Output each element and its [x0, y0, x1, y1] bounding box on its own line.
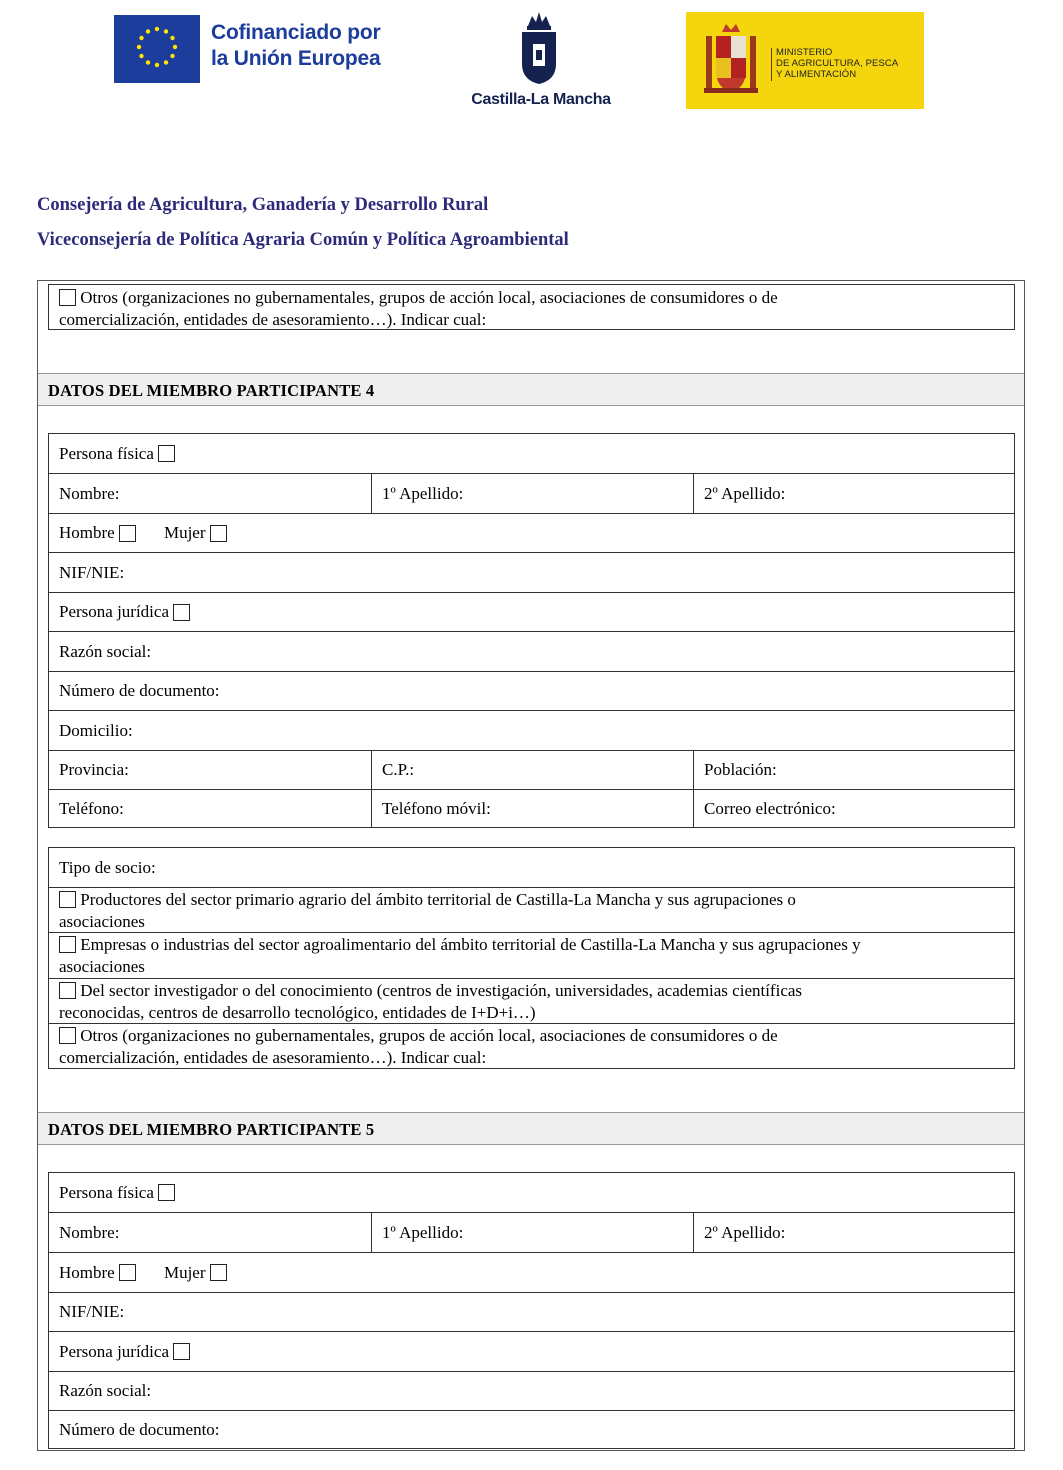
- m4-domicilio-field[interactable]: Domicilio:: [59, 720, 133, 740]
- m4-otros-checkbox[interactable]: [59, 1027, 76, 1044]
- m5-persona-juridica-checkbox[interactable]: [173, 1343, 190, 1360]
- m4-tipo-socio-label: Tipo de socio:: [59, 857, 156, 877]
- m4-apellido1-field[interactable]: 1º Apellido:: [371, 474, 693, 513]
- dept-line2: Viceconsejería de Política Agraria Común y Política Agroambiental: [37, 230, 569, 250]
- m4-hombre-checkbox[interactable]: [119, 525, 136, 542]
- m5-row-nif: [49, 1292, 1014, 1331]
- m5-row-numero-documento: [49, 1410, 1014, 1449]
- eu-stars-icon: [114, 15, 200, 83]
- m4-provincia-field[interactable]: Provincia:: [59, 760, 129, 779]
- m4-razon-social-field[interactable]: Razón social:: [59, 641, 152, 661]
- clm-crown-shield-icon: [518, 10, 560, 86]
- member4-title: DATOS DEL MIEMBRO PARTICIPANTE 4: [48, 381, 375, 400]
- top-otros-box: [48, 284, 1015, 330]
- m5-row-razon-social: [49, 1371, 1014, 1410]
- spain-coat-of-arms-icon: [702, 22, 760, 100]
- m5-nombre-field[interactable]: Nombre:: [59, 1222, 120, 1242]
- m4-row-gender: Hombre Mujer: [49, 513, 1014, 552]
- m4-persona-fisica-checkbox[interactable]: [158, 445, 175, 462]
- m5-row-persona-juridica: Persona jurídica: [49, 1331, 1014, 1371]
- m4-option-otros: Otros (organizaciones no gubernamentales, grupos de acción local, asociaciones de consumidores o de comercialización, entidades de asesoramiento…). Indicar cual:: [49, 1023, 1014, 1069]
- m4-correo-field[interactable]: Correo electrónico:: [693, 790, 1014, 828]
- m4-row-persona-fisica: Persona física: [49, 434, 1014, 473]
- member5-title: DATOS DEL MIEMBRO PARTICIPANTE 5: [48, 1120, 375, 1139]
- m5-numero-documento-field[interactable]: Número de documento:: [59, 1420, 220, 1439]
- m4-mujer-checkbox[interactable]: [210, 525, 227, 542]
- m4-apellido2-field[interactable]: 2º Apellido:: [693, 474, 1014, 513]
- m5-persona-fisica-checkbox[interactable]: [158, 1184, 175, 1201]
- m5-mujer-checkbox[interactable]: [210, 1264, 227, 1281]
- m4-telefono-movil-field[interactable]: Teléfono móvil:: [371, 790, 693, 828]
- m4-row-numero-documento: [49, 671, 1014, 710]
- m4-nombre-field[interactable]: Nombre:: [59, 483, 120, 503]
- member5-identity-box: [48, 1172, 1015, 1449]
- m4-nif-field[interactable]: NIF/NIE:: [59, 562, 125, 582]
- eu-cofinanced-text: Cofinanciado por la Unión Europea: [211, 21, 381, 70]
- m5-row-names: [49, 1212, 1014, 1252]
- m5-nif-field[interactable]: NIF/NIE:: [59, 1302, 125, 1321]
- m4-cp-field[interactable]: C.P.:: [371, 751, 693, 789]
- m5-apellido1-field[interactable]: 1º Apellido:: [371, 1213, 693, 1252]
- member4-section-header: [38, 373, 1024, 406]
- m4-persona-juridica-checkbox[interactable]: [173, 604, 190, 621]
- member5-section-header: [38, 1112, 1024, 1145]
- m5-row-persona-fisica: Persona física: [49, 1173, 1014, 1212]
- top-otros-checkbox[interactable]: [59, 289, 76, 306]
- m4-option-investigador: Del sector investigador o del conocimiento (centros de investigación, universidades, academias científicas reconocidas, centros de desarrollo tecnológico, entidades de I+D+i…): [49, 978, 1014, 1023]
- clm-shield-logo: [518, 10, 560, 86]
- m4-productores-checkbox[interactable]: [59, 891, 76, 908]
- member4-tipo-socio-box: [48, 847, 1015, 1069]
- m4-numero-documento-field[interactable]: Número de documento:: [59, 681, 220, 700]
- m4-row-domicilio: [49, 710, 1014, 750]
- member4-identity-box: [48, 433, 1015, 828]
- dept-line1: Consejería de Agricultura, Ganadería y Desarrollo Rural: [37, 195, 489, 215]
- m5-hombre-checkbox[interactable]: [119, 1264, 136, 1281]
- m4-row-persona-juridica: Persona jurídica: [49, 592, 1014, 631]
- m4-row-names: [49, 473, 1014, 513]
- m4-row-tipo-socio: [49, 848, 1014, 887]
- ministry-name: MINISTERIO DE AGRICULTURA, PESCA Y ALIMENTACIÓN: [776, 47, 899, 80]
- eu-flag-logo: [114, 15, 200, 83]
- m4-option-productores: Productores del sector primario agrario del ámbito territorial de Castilla-La Mancha y sus agrupaciones o asociaciones: [49, 887, 1014, 932]
- clm-name: Castilla-La Mancha: [471, 91, 611, 108]
- top-otros-option: Otros (organizaciones no gubernamentales, grupos de acción local, asociaciones de consumidores o de comercialización, entidades de asesoramiento…). Indicar cual:: [59, 288, 778, 329]
- m4-row-razon-social: [49, 631, 1014, 671]
- m4-row-contact: [49, 789, 1014, 828]
- m5-razon-social-field[interactable]: Razón social:: [59, 1381, 152, 1400]
- m4-investigador-checkbox[interactable]: [59, 982, 76, 999]
- m4-row-nif: [49, 552, 1014, 592]
- m5-row-gender: Hombre Mujer: [49, 1252, 1014, 1292]
- m4-row-address: [49, 750, 1014, 789]
- m4-empresas-checkbox[interactable]: [59, 936, 76, 953]
- m4-poblacion-field[interactable]: Población:: [693, 751, 1014, 789]
- m5-apellido2-field[interactable]: 2º Apellido:: [693, 1213, 1014, 1252]
- m4-option-empresas: Empresas o industrias del sector agroalimentario del ámbito territorial de Castilla-La Mancha y sus agrupaciones y asociaciones: [49, 932, 1014, 978]
- m4-telefono-field[interactable]: Teléfono:: [59, 799, 124, 818]
